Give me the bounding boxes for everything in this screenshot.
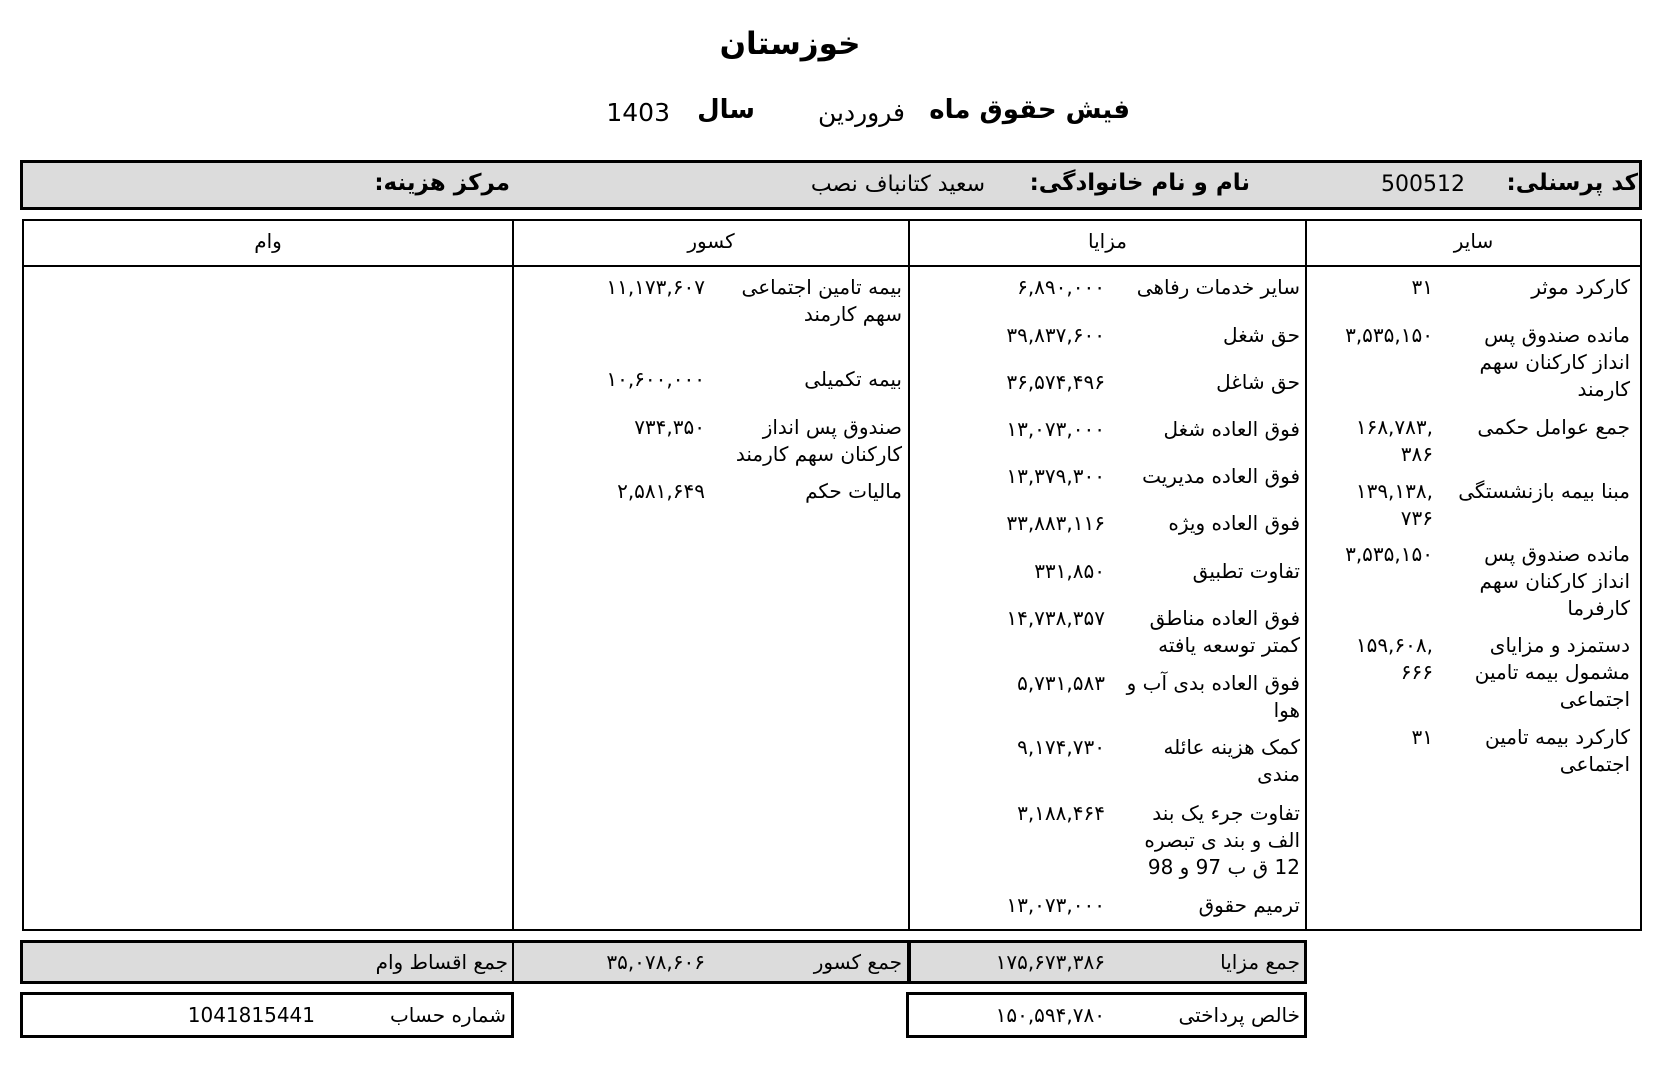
deduction-item-value: ۲,۵۸۱,۶۴۹ <box>617 479 705 503</box>
other-item-value: ۳,۵۳۵,۱۵۰ <box>1345 323 1433 347</box>
other-item-value: ۱۳۹,۱۳۸, ۷۳۶ <box>1355 479 1433 530</box>
benefit-item-value: ۵,۷۳۱,۵۸۳ <box>1017 671 1105 695</box>
deduction-item-label: بیمه تامین اجتماعی سهم کارمند <box>741 275 902 326</box>
other-item-label: مانده صندوق پس انداز کارکنان سهم کارفرما <box>1479 542 1630 620</box>
deduction-item-label: صندوق پس انداز کارکنان سهم کارمند <box>735 415 902 466</box>
year-label: سال <box>697 95 755 125</box>
loan-installments-total-label: جمع اقساط وام <box>375 950 508 974</box>
benefit-item-label: فوق العاده مناطق کمتر توسعه یافته <box>1149 606 1300 657</box>
benefit-item-label: تفاوت تطبیق <box>1192 559 1300 583</box>
benefit-item-value: ۱۳,۰۷۳,۰۰۰ <box>1006 417 1105 441</box>
net-payment-label: خالص پرداختی <box>1178 1003 1300 1027</box>
benefit-item-value: ۹,۱۷۴,۷۳۰ <box>1017 735 1105 759</box>
deduction-item-label: بیمه تکمیلی <box>804 367 902 391</box>
other-column-title: سایر <box>1453 229 1494 253</box>
benefit-item-value: ۳,۱۸۸,۴۶۴ <box>1017 801 1105 825</box>
totals-divider <box>512 943 514 981</box>
account-number-label: شماره حساب <box>389 1003 506 1027</box>
loan-column-body <box>22 265 514 931</box>
other-item-label: جمع عوامل حکمی <box>1477 415 1630 439</box>
benefit-item-value: ۱۳,۰۷۳,۰۰۰ <box>1006 893 1105 917</box>
deduction-item-value: ۷۳۴,۳۵۰ <box>634 415 705 439</box>
other-item-value: ۳۱ <box>1411 275 1433 299</box>
benefit-item-value: ۳۶,۵۷۴,۴۹۶ <box>1006 370 1105 394</box>
benefit-item-label: فوق العاده شغل <box>1163 417 1300 441</box>
full-name-label: نام و نام خانوادگی: <box>1029 170 1250 196</box>
deduction-item-label: مالیات حکم <box>805 479 902 503</box>
deduction-item-value: ۱۰,۶۰۰,۰۰۰ <box>606 367 705 391</box>
other-item-label: دستمزد و مزایای مشمول بیمه تامین اجتماعی <box>1474 633 1630 711</box>
benefit-item-value: ۱۳,۳۷۹,۳۰۰ <box>1006 464 1105 488</box>
benefits-total-value: ۱۷۵,۶۷۳,۳۸۶ <box>995 950 1105 974</box>
slip-label: فیش حقوق ماه <box>929 95 1130 125</box>
deductions-column-body <box>512 265 910 931</box>
personnel-code-label: کد پرسنلی: <box>1506 170 1638 196</box>
benefit-item-value: ۳۹,۸۳۷,۶۰۰ <box>1006 323 1105 347</box>
account-number-value: 1041815441 <box>187 1003 315 1027</box>
benefit-item-label: حق شاغل <box>1216 370 1300 394</box>
region-title: خوزستان <box>719 26 861 62</box>
benefit-item-label: کمک هزینه عائله مندی <box>1163 735 1300 786</box>
other-item-value: ۱۶۸,۷۸۳, ۳۸۶ <box>1355 415 1433 466</box>
benefit-item-label: فوق العاده ویژه <box>1168 511 1300 535</box>
cost-center-label: مرکز هزینه: <box>374 170 510 196</box>
other-item-value: ۱۵۹,۶۰۸, ۶۶۶ <box>1355 633 1433 684</box>
slip-year: 1403 <box>606 98 670 127</box>
personnel-code: 500512 <box>1381 172 1465 197</box>
benefit-item-label: تفاوت جرء یک بند الف و بند ی تبصره 12 ق ب 97 و 98 <box>1144 801 1300 879</box>
loan-column-title: وام <box>254 229 282 253</box>
other-item-label: کارکرد موثر <box>1531 275 1630 299</box>
benefit-item-label: ترمیم حقوق <box>1198 893 1300 917</box>
benefits-column-title: مزایا <box>1088 229 1127 253</box>
benefit-item-label: فوق العاده بدی آب و هوا <box>1126 671 1300 722</box>
deduction-item-value: ۱۱,۱۷۳,۶۰۷ <box>606 275 705 299</box>
slip-month: فروردین <box>817 98 905 127</box>
deductions-total-label: جمع کسور <box>813 950 902 974</box>
deductions-total-value: ۳۵,۰۷۸,۶۰۶ <box>606 950 705 974</box>
benefit-item-value: ۱۴,۷۳۸,۳۵۷ <box>1006 606 1105 630</box>
benefit-item-value: ۳۳۱,۸۵۰ <box>1034 559 1105 583</box>
benefits-total-label: جمع مزایا <box>1220 950 1300 974</box>
other-item-value: ۳,۵۳۵,۱۵۰ <box>1345 542 1433 566</box>
net-payment-value: ۱۵۰,۵۹۴,۷۸۰ <box>995 1003 1105 1027</box>
other-item-value: ۳۱ <box>1411 725 1433 749</box>
benefit-item-value: ۳۳,۸۸۳,۱۱۶ <box>1006 511 1105 535</box>
other-item-label: کارکرد بیمه تامین اجتماعی <box>1485 725 1630 776</box>
other-item-label: مبنا بیمه بازنشستگی <box>1458 479 1630 503</box>
benefit-item-label: حق شغل <box>1223 323 1300 347</box>
benefit-item-value: ۶,۸۹۰,۰۰۰ <box>1017 275 1105 299</box>
full-name: سعید کتانباف نصب <box>810 172 985 197</box>
deductions-column-title: کسور <box>687 229 735 253</box>
other-item-label: مانده صندوق پس انداز کارکنان سهم کارمند <box>1479 323 1630 401</box>
benefit-item-label: فوق العاده مدیریت <box>1142 464 1300 488</box>
benefit-item-label: سایر خدمات رفاهی <box>1136 275 1300 299</box>
